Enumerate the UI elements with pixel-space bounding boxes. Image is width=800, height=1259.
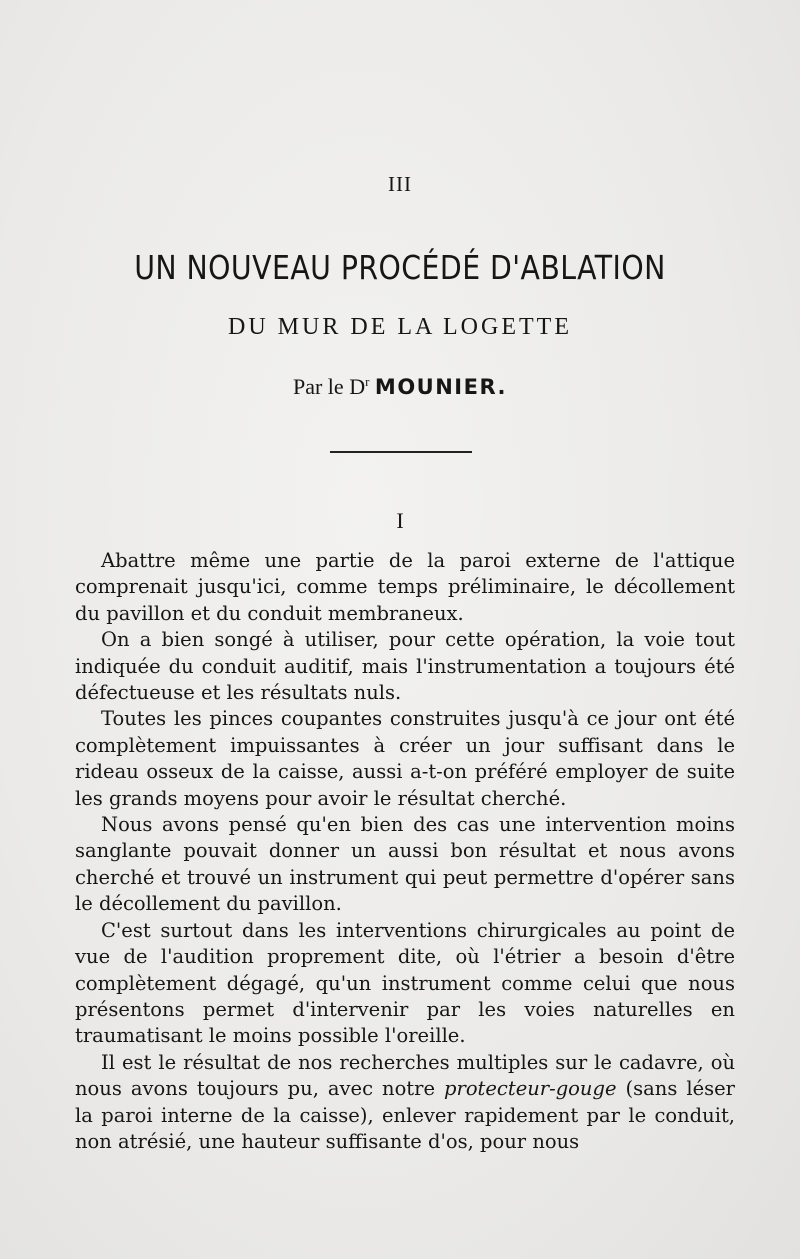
paragraph-5: C'est surtout dans les interventions chirurgicales au point de vue de l'audition proprement dite, où l'étrier a besoin d'être complètement dégagé, qu'un instrument comme celui que nous présentons permet d'intervenir par les voies naturelles en traumatisant le moins possible l'oreille. xyxy=(75,918,735,1048)
article-subtitle: DU MUR DE LA LOGETTE xyxy=(228,314,572,340)
byline-prefix: Par le D xyxy=(292,374,366,399)
paragraph-6 xyxy=(75,1050,735,1156)
author-name: MOUNIER. xyxy=(374,375,507,399)
paragraph-1: Abattre même une partie de la paroi externe de l'attique comprenait jusqu'ici, comme temps préliminaire, le décollement du pavillon et du conduit membraneux. xyxy=(75,549,735,625)
article-title: UN NOUVEAU PROCÉDÉ D'ABLATION xyxy=(134,248,666,287)
paragraph-6-end: (sans léser la paroi interne de la caisse), enlever rapidement par le conduit, non atrésié, une hauteur suffisante d'os, pour nous xyxy=(75,1077,735,1153)
paragraph-6-start: Il est le résultat de nos recherches multiples sur le cadavre, où nous avons toujours pu, avec notre xyxy=(75,1050,735,1101)
byline-superscript: r xyxy=(365,374,370,389)
author-byline xyxy=(0,374,800,400)
body-text xyxy=(75,548,735,1155)
chapter-numeral: III xyxy=(388,172,412,196)
paragraph-4: Nous avons pensé qu'en bien des cas une intervention moins sanglante pouvait donner un aussi bon résultat et nous avons cherché et trouvé un instrument qui peut permettre d'opérer sans le décollement du pavillon. xyxy=(75,813,735,916)
paragraph-3: Toutes les pinces coupantes construites jusqu'à ce jour ont été complètement impuissantes à créer un jour suffisant dans le rideau osseux de la caisse, aussi a-t-on préféré employer de suite les grands moyens pour avoir le résultat cherché. xyxy=(75,707,735,810)
section-divider xyxy=(330,451,472,453)
section-numeral: I xyxy=(396,508,404,533)
instrument-name: protecteur-gouge xyxy=(444,1077,617,1101)
paragraph-2: On a bien songé à utiliser, pour cette opération, la voie tout indiquée du conduit auditif, mais l'instrumentation a toujours été défectueuse et les résultats nuls. xyxy=(75,628,735,705)
